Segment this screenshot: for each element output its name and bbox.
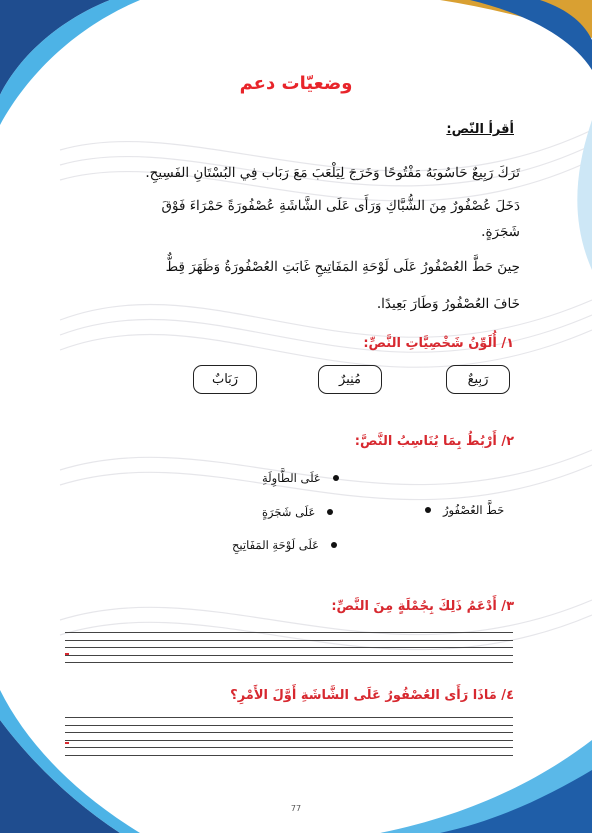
match-right-item-2 bbox=[262, 505, 333, 519]
match-left-dot[interactable] bbox=[425, 507, 431, 513]
page-number: 77 bbox=[290, 804, 302, 813]
match-right-dot-1[interactable] bbox=[333, 475, 339, 481]
match-left-item bbox=[425, 503, 504, 517]
match-right-item-1 bbox=[262, 471, 339, 485]
match-right-label-2: عَلَى شَجَرَةٍ bbox=[262, 505, 316, 519]
passage-line-1: تَرَكَ رَبِيعٌ حَاسُوبَهُ مَفْتُوحًا وَخَرَجَ لِيَلْعَبَ مَعَ رَبَاب فِي البُسْتَانِ الفَسِيحِ. bbox=[145, 165, 520, 181]
character-option-rabie[interactable]: رَبِيعٌ bbox=[446, 365, 510, 394]
answer-marker-q4 bbox=[65, 742, 69, 744]
match-right-item-3 bbox=[232, 538, 337, 552]
match-right-label-3: عَلَى لَوْحَةِ المَفَاتِيحِ bbox=[232, 538, 320, 552]
match-left-label: حَطَّ العُصْفُورُ bbox=[443, 503, 505, 517]
question-4-heading: ٤/ مَاذَا رَأَى العُصْفُورُ عَلَى الشَّاشَةِ أَوَّلَ الأَمْرِ؟ bbox=[230, 688, 514, 703]
passage-line-4: حِينَ حَطَّ العُصْفُورُ عَلَى لَوْحَةِ المَفَاتِيحِ غَابَتِ العُصْفُورَةُ وَظَهَرَ قِطٌّ bbox=[165, 259, 520, 275]
character-option-rabab[interactable]: رَبَابٌ bbox=[193, 365, 257, 394]
page-title: وضعيّات دعم bbox=[239, 73, 353, 94]
match-right-dot-3[interactable] bbox=[331, 542, 337, 548]
question-1-heading: ١/ أُلَوِّنُ شَخْصِيَّاتِ النَّصِّ: bbox=[363, 336, 514, 351]
passage-line-5: خَافَ العُصْفُورُ وَطَارَ بَعِيدًا. bbox=[376, 296, 520, 312]
answer-lines-q4[interactable] bbox=[65, 717, 513, 762]
character-option-mounir[interactable]: مُنِيرٌ bbox=[318, 365, 382, 394]
question-2-heading: ٢/ أَرْبُطُ بِمَا يُنَاسِبُ النَّصَّ: bbox=[354, 434, 514, 449]
match-right-dot-2[interactable] bbox=[327, 509, 333, 515]
reading-heading: أقرأ النّص: bbox=[446, 122, 514, 137]
answer-marker-q3 bbox=[65, 653, 69, 655]
passage-line-2: دَخَلَ عُصْفُورٌ مِنَ الشُّبَّاكِ وَرَأَى عَلَى الشَّاشَةِ عُصْفُورَةً حَمْرَاءَ فَوْقَ bbox=[161, 198, 520, 214]
question-3-heading: ٣/ أَدْعَمُ ذَلِكَ بِجُمْلَةٍ مِنَ النَّصِّ: bbox=[331, 599, 514, 614]
match-right-label-1: عَلَى الطَّاوِلَةِ bbox=[262, 471, 321, 485]
answer-lines-q3[interactable] bbox=[65, 632, 513, 670]
passage-line-3: شَجَرَةٍ. bbox=[481, 224, 520, 240]
